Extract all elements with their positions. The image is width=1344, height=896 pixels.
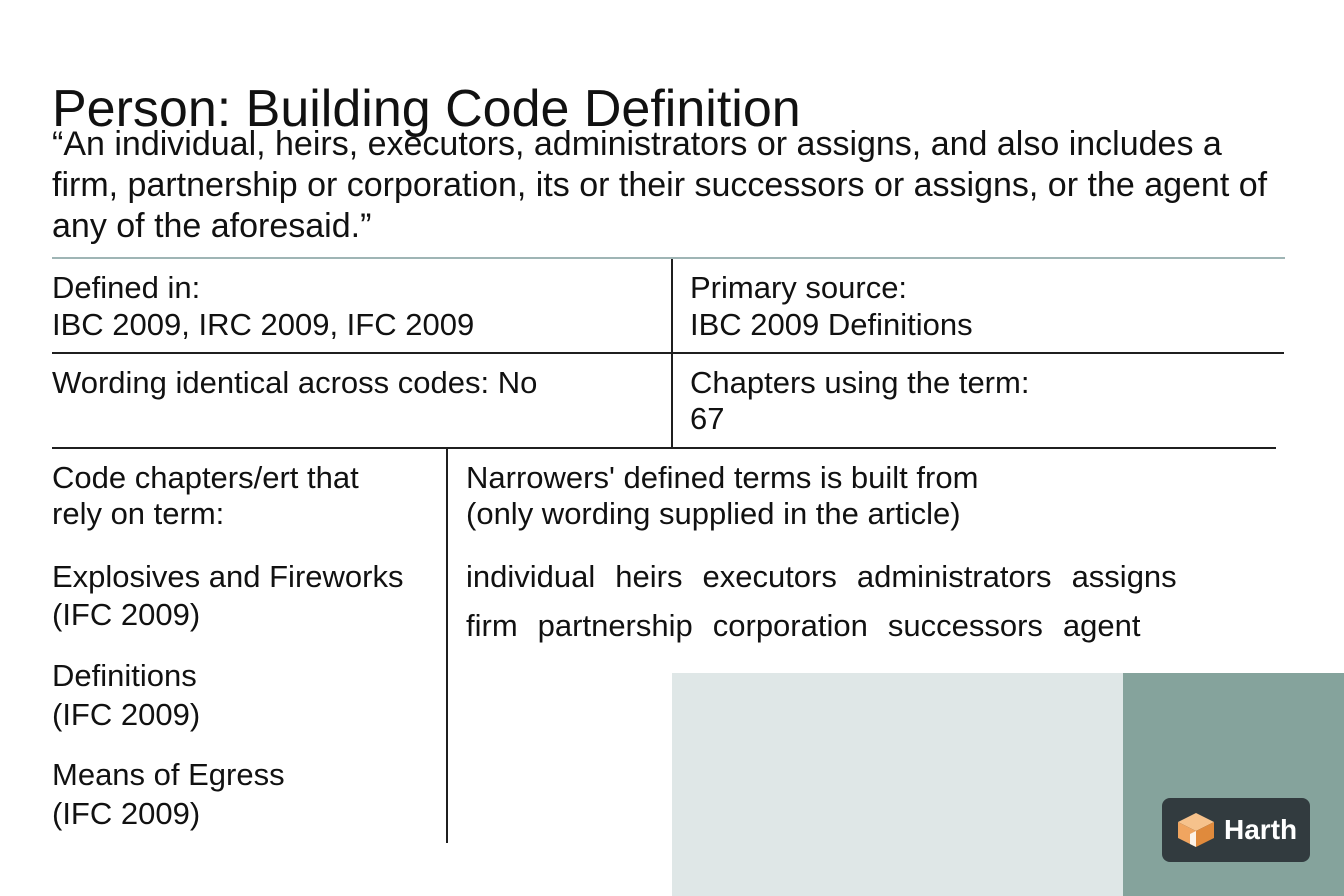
terms-row-2 [466, 607, 1160, 645]
chapters-heading-line2: rely on term: [52, 496, 225, 531]
decorative-panel-dark [1123, 673, 1344, 896]
term-chip: firm [466, 608, 518, 643]
defined-in-label: Defined in: [52, 270, 201, 305]
term-chip: corporation [712, 608, 868, 643]
wording-identical-text: Wording identical across codes: No [52, 365, 538, 400]
terms-heading-line1: Narrowers' defined terms is built from [466, 460, 979, 495]
chapters-count-label: Chapters using the term: [690, 365, 1030, 400]
top-divider [52, 257, 1285, 259]
facts-row-divider [52, 352, 1284, 354]
chapters-count-value: 67 [690, 401, 725, 436]
chapters-heading-line1: Code chapters/ert that [52, 460, 359, 495]
term-chip: assigns [1071, 559, 1177, 594]
primary-source-value: IBC 2009 Definitions [690, 307, 973, 342]
decorative-panel-light [672, 673, 1124, 896]
terms-row-1 [466, 558, 1197, 596]
chapter-item-name: Definitions [52, 658, 197, 693]
term-chip: heirs [615, 559, 683, 594]
primary-source-label: Primary source: [690, 270, 908, 305]
facts-bottom-divider [52, 447, 1276, 449]
chapter-item-code: (IFC 2009) [52, 697, 201, 732]
defined-in-value: IBC 2009, IRC 2009, IFC 2009 [52, 307, 475, 342]
brand-badge[interactable] [1162, 798, 1310, 862]
brand-name: Harth [1224, 814, 1298, 845]
term-chip: administrators [856, 559, 1052, 594]
page-title: Person: Building Code Definition [52, 79, 801, 138]
term-chip: individual [466, 559, 596, 594]
term-chip: successors [887, 608, 1043, 643]
chapter-item-name: Means of Egress [52, 757, 285, 792]
terms-heading-line2: (only wording supplied in the article) [466, 496, 961, 531]
lower-column-divider [446, 449, 448, 843]
chapter-item-name: Explosives and Fireworks [52, 559, 404, 594]
term-chip: agent [1062, 608, 1141, 643]
term-chip: partnership [537, 608, 693, 643]
box-logo-icon [1176, 811, 1216, 849]
definition-quote: “An individual, heirs, executors, administrators or assigns, and also includes a firm, partnership or corporation, its or their successors or assigns, or the agent of any of the aforesaid.” [52, 125, 1268, 245]
term-chip: executors [702, 559, 837, 594]
chapter-item-code: (IFC 2009) [52, 796, 201, 831]
chapter-item-code: (IFC 2009) [52, 597, 201, 632]
